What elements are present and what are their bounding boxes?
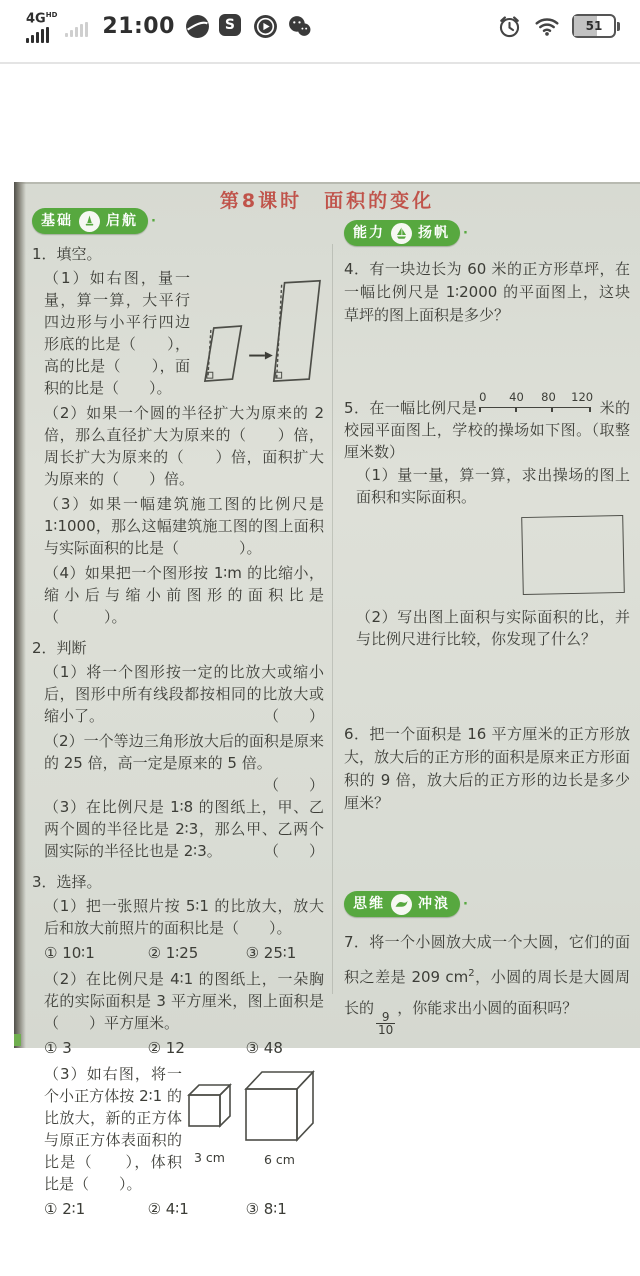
option: ① 3 xyxy=(44,1039,72,1057)
problem-7: 7．将一个小圆放大成一个大圆，它们的面积之差是 209 $cm^2$，小圆的周长是大圆周长的 $\frac{9}{10}$ ，你能求出小圆的面积吗？ xyxy=(344,933,630,1037)
problem-2-heading: 2．判断 xyxy=(32,639,87,657)
option: ③ 48 xyxy=(245,1039,283,1057)
option: ② 1∶25 xyxy=(147,944,199,962)
problem-1-1 xyxy=(44,267,324,399)
badge-text-left: 基础 xyxy=(41,213,73,229)
badge-tail-mark: · xyxy=(463,897,468,912)
battery-percent: 51 xyxy=(585,19,603,33)
video-app-icon xyxy=(253,14,278,39)
small-cube-label: 3 cm xyxy=(194,1150,225,1165)
problem-5: 5．在一幅比例尺是 0 40 80 120 米的校园平面图上，学校的操场如下图。（取整厘米数） xyxy=(344,390,630,461)
section-badge-thinking xyxy=(344,891,460,917)
notification-icons xyxy=(185,14,312,39)
badge-text-right: 冲浪 xyxy=(418,896,450,912)
signal-bars-secondary-icon xyxy=(65,21,90,37)
problem-3-2-options xyxy=(44,1037,324,1059)
answer-bracket: （ ） xyxy=(263,707,324,725)
cubes-diagram xyxy=(186,1065,324,1167)
scale-bar: 0 40 80 120 xyxy=(479,393,597,419)
badge-text-right: 启航 xyxy=(106,213,138,229)
option: ③ 25∶1 xyxy=(245,944,297,962)
problem-3-2: （2）在比例尺是 4∶1 的图纸上，一朵胸花的实际面积是 3 平方厘米，图上面积是（ ）平方厘米。 xyxy=(44,970,324,1032)
problem-2-1: （1）将一个图形按一定的比放大或缩小后，图形中所有线段都按相同的比放大或缩小了。 （ ） xyxy=(44,663,324,725)
answer-space xyxy=(344,815,630,891)
problem-1-heading: 1．填空。 xyxy=(32,245,102,263)
problem-4: 4．有一块边长为 60 米的正方形草坪，在一幅比例尺是 1∶2000 的平面图上，这块草坪的图上面积是多少？ xyxy=(344,260,630,324)
s-app-icon xyxy=(219,14,244,39)
wifi-icon xyxy=(534,13,560,39)
right-column xyxy=(344,220,630,1036)
column-divider xyxy=(332,244,333,994)
playground-rectangle-diagram xyxy=(521,515,625,595)
problem-2-3: （3）在比例尺是 1∶8 的图纸上，甲、乙两个圆的半径比是 2∶3，那么甲、乙两个圆实际的半径比也是 2∶3。 （ ） xyxy=(44,798,324,860)
clock-time: 21:00 xyxy=(102,13,175,39)
problem-3-1-options xyxy=(44,942,324,964)
badge-tail-mark: · xyxy=(151,214,156,229)
option: ② 4∶1 xyxy=(147,1200,189,1218)
answer-space xyxy=(344,327,630,393)
problem-3-1: （1）把一张照片按 5∶1 的比放大，放大后和放大前照片的面积比是（ ）。 xyxy=(44,897,324,937)
problem-1-3: （3）如果一幅建筑施工图的比例尺是 1∶1000，那么这幅建筑施工图的图上面积与实际面积的比是（ ）。 xyxy=(44,495,324,557)
option: ② 12 xyxy=(147,1039,185,1057)
large-cube-label: 6 cm xyxy=(264,1152,295,1167)
status-bar xyxy=(0,0,640,52)
answer-bracket: （ ） xyxy=(263,842,324,860)
network-type-label: $4G^{HD}$ xyxy=(26,10,58,27)
lesson-title: 第8课时 面积的变化 xyxy=(219,190,435,212)
option: ③ 8∶1 xyxy=(245,1200,287,1218)
problem-6: 6．把一个面积是 16 平方厘米的正方形放大，放大后的正方形的面积是原来正方形面积的 9 倍，放大后的正方形的边长是多少厘米？ xyxy=(344,725,630,812)
problem-1-2: （2）如果一个圆的半径扩大为原来的 2 倍，那么直径扩大为原来的（ ）倍，周长扩大为原来的（ ）倍，面积扩大为原来的（ ）倍。 xyxy=(44,404,324,488)
scale-unit: 米 xyxy=(599,399,615,417)
lighthouse-icon xyxy=(79,211,100,232)
answer-space xyxy=(344,653,630,723)
status-right-cluster xyxy=(497,13,620,39)
signal-cluster xyxy=(26,9,57,43)
battery-icon xyxy=(572,14,620,38)
left-column xyxy=(32,208,324,1224)
option: ① 10∶1 xyxy=(44,944,95,962)
problem-3-heading: 3．选择。 xyxy=(32,873,102,891)
problem-1-1-text: （1）如右图，量一量，算一算，大平行四边形与小平行四边形底的比是（ ），高的比是（ ），面积的比是（ ）。 xyxy=(44,269,190,397)
badge-text-left: 思维 xyxy=(353,896,385,912)
problem-1-4: （4）如果把一个图形按 1∶m 的比缩小，缩小后与缩小前图形的面积比是（ ）。 xyxy=(44,564,324,626)
book-spine-shadow xyxy=(14,182,26,1048)
worksheet-photo[interactable] xyxy=(14,182,640,1218)
badge-text-right: 扬帆 xyxy=(418,225,450,241)
fraction-9-10: $\frac{9}{10}$ xyxy=(378,1010,394,1037)
wechat-app-icon xyxy=(287,14,312,39)
section-badge-ability xyxy=(344,220,460,246)
signal-bars-icon xyxy=(26,27,51,43)
surf-wave-icon xyxy=(391,894,412,915)
corner-green-mark xyxy=(14,1034,21,1046)
problem-2-2: （2）一个等边三角形放大后的面积是原来的 25 倍，高一定是原来的 5 倍。 （ ） xyxy=(44,732,324,794)
superscript-2: 2 xyxy=(468,968,475,979)
problem-3-3-text: （3）如右图，将一个小正方体按 2∶1 的比放大，新的正方体与原正方体表面积的比是（ ），体积比是（ ）。 xyxy=(44,1065,182,1193)
badge-tail-mark: · xyxy=(463,226,468,241)
problem-3-3-options xyxy=(44,1198,324,1220)
option: ① 2∶1 xyxy=(44,1200,86,1218)
parallelogram-diagram xyxy=(196,269,324,387)
problem-5-2: （2）写出图上面积与实际面积的比，并与比例尺进行比较，你发现了什么？ xyxy=(356,608,630,648)
alarm-clock-icon xyxy=(497,14,522,39)
sailboat-icon xyxy=(391,223,412,244)
browser-app-icon xyxy=(185,14,210,39)
problem-3-3 xyxy=(44,1063,324,1195)
section-badge-basic xyxy=(32,208,148,234)
answer-bracket: （ ） xyxy=(263,776,324,794)
problem-5-1: （1）量一量，算一算，求出操场的图上面积和实际面积。 xyxy=(356,466,630,506)
badge-text-left: 能力 xyxy=(353,225,385,241)
photo-top-edge xyxy=(14,182,640,184)
statusbar-divider xyxy=(0,62,640,64)
